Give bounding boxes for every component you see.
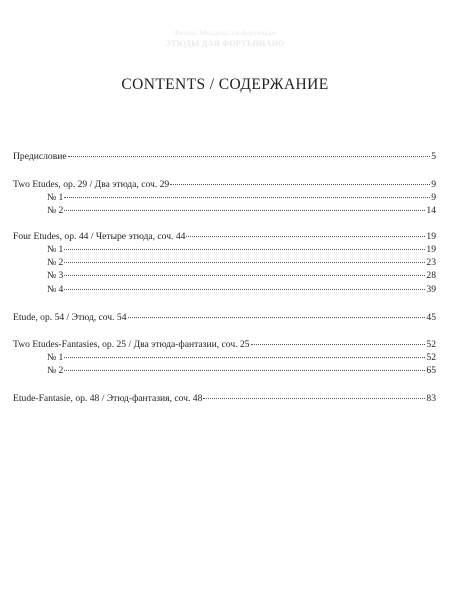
toc-entry-label: Two Etudes-Fantasies, op. 25 / Два этюда-фантазии, соч. 25 xyxy=(13,339,250,350)
toc-entry-page: 65 xyxy=(426,365,436,376)
toc-entry-page: 28 xyxy=(426,270,436,281)
dot-leader xyxy=(64,210,425,211)
dot-leader xyxy=(64,249,425,250)
toc-entry-label: Предисловие xyxy=(13,151,67,162)
dot-leader xyxy=(64,289,425,290)
toc-entry-label: Etude, op. 54 / Этюд, соч. 54 xyxy=(13,312,127,323)
toc-entry-label: № 3 xyxy=(47,270,64,281)
toc-entry-label: Etude-Fantasie, op. 48 / Этюд-фантазия, соч. 48 xyxy=(13,393,203,404)
toc-entry-op29-no2 xyxy=(47,205,436,216)
toc-entry-op44-no4 xyxy=(47,284,436,295)
toc-entry-page: 5 xyxy=(431,151,436,162)
toc-entry-op25-no2 xyxy=(47,365,436,376)
toc-entry-page: 19 xyxy=(426,231,436,242)
dot-leader xyxy=(64,262,425,263)
toc-entry-op54 xyxy=(13,312,436,323)
toc-entry-page: 39 xyxy=(426,284,436,295)
toc-entry-label: № 1 xyxy=(47,352,64,363)
toc-entry-label: Four Etudes, op. 44 / Четыре этюда, соч. 44 xyxy=(13,231,186,242)
dot-leader xyxy=(203,398,425,399)
toc-entry-op44-no2 xyxy=(47,257,436,268)
bleed-through-title: ЭТЮДЫ ДЛЯ ФОРТЕПИАНО xyxy=(165,39,285,48)
toc-entry-op25-no1 xyxy=(47,352,436,363)
bleed-through-author: Феликс Мендельсон-Бартольди xyxy=(174,29,276,37)
toc-entry-page: 83 xyxy=(426,393,436,404)
toc-entry-op44-no1 xyxy=(47,244,436,255)
dot-leader xyxy=(64,275,425,276)
toc-entry-op29 xyxy=(13,179,436,190)
toc-entry-op44 xyxy=(13,231,436,242)
dot-leader xyxy=(64,370,425,371)
toc-entry-label: № 1 xyxy=(47,244,64,255)
toc-entry-page: 23 xyxy=(426,257,436,268)
toc-entry-op29-no1 xyxy=(47,192,436,203)
toc-entry-op44-no3 xyxy=(47,270,436,281)
dot-leader xyxy=(68,156,430,157)
toc-entry-page: 45 xyxy=(426,312,436,323)
toc-entry-preface xyxy=(13,151,436,162)
dot-leader xyxy=(186,236,425,237)
toc-entry-page: 14 xyxy=(426,205,436,216)
toc-entry-page: 19 xyxy=(426,244,436,255)
page-title: CONTENTS / СОДЕРЖАНИЕ xyxy=(121,76,329,93)
toc-entry-page: 52 xyxy=(426,352,436,363)
toc-entry-label: № 2 xyxy=(47,365,64,376)
toc-entry-label: № 2 xyxy=(47,205,64,216)
toc-entry-label: № 2 xyxy=(47,257,64,268)
toc-entry-label: Two Etudes, op. 29 / Два этюда, соч. 29 xyxy=(13,179,170,190)
dot-leader xyxy=(128,317,426,318)
toc-entry-page: 9 xyxy=(431,179,436,190)
toc-entry-page: 52 xyxy=(426,339,436,350)
dot-leader xyxy=(64,357,425,358)
toc-entry-page: 9 xyxy=(431,192,436,203)
dot-leader xyxy=(251,344,426,345)
toc-entry-op25 xyxy=(13,339,436,350)
dot-leader xyxy=(64,197,430,198)
toc-entry-label: № 1 xyxy=(47,192,64,203)
toc-entry-op48 xyxy=(13,393,436,404)
toc-entry-label: № 4 xyxy=(47,284,64,295)
dot-leader xyxy=(170,184,430,185)
